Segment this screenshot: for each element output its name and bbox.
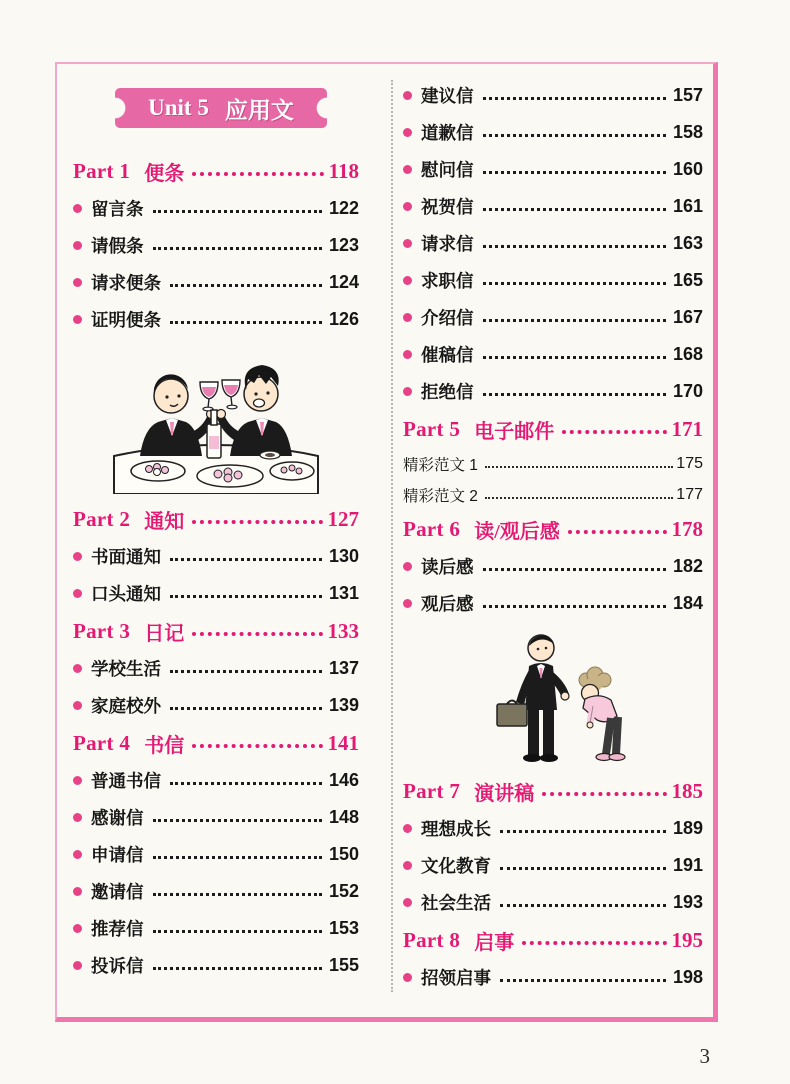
bullet-icon bbox=[73, 961, 82, 970]
dotted-leader bbox=[483, 356, 666, 359]
bullet-icon bbox=[73, 850, 82, 859]
dotted-leader bbox=[483, 282, 666, 285]
toc-item-row bbox=[403, 585, 703, 622]
toc-part-row bbox=[403, 921, 703, 959]
item-page: 131 bbox=[328, 583, 359, 603]
dotted-leader bbox=[170, 284, 322, 287]
bowing-greeting-svg bbox=[453, 624, 653, 770]
item-page: 122 bbox=[328, 198, 359, 218]
item-page: 165 bbox=[672, 270, 703, 290]
dotted-leader bbox=[483, 605, 666, 608]
toc-item-row bbox=[403, 262, 703, 299]
item-title: 家庭校外 bbox=[91, 696, 161, 716]
item-title: 道歉信 bbox=[421, 123, 474, 143]
toc-item-row bbox=[73, 762, 359, 799]
dotted-leader bbox=[522, 941, 666, 945]
item-page: 155 bbox=[328, 955, 359, 975]
dotted-leader bbox=[483, 393, 666, 396]
bullet-icon bbox=[73, 664, 82, 673]
item-page: 139 bbox=[328, 695, 359, 715]
item-page: 184 bbox=[672, 593, 703, 613]
part-label: Part 3 bbox=[73, 618, 131, 643]
toc-item-row bbox=[73, 190, 359, 227]
dotted-leader bbox=[153, 893, 322, 896]
item-title: 邀请信 bbox=[91, 882, 144, 902]
part-page: 118 bbox=[328, 158, 359, 183]
item-title: 请求信 bbox=[421, 234, 474, 254]
item-title: 介绍信 bbox=[421, 308, 474, 328]
bullet-icon bbox=[403, 861, 412, 870]
item-title: 学校生活 bbox=[91, 659, 161, 679]
item-title: 请求便条 bbox=[91, 273, 161, 293]
dotted-leader bbox=[483, 568, 666, 571]
toc-item-row bbox=[73, 538, 359, 575]
dotted-leader bbox=[483, 171, 666, 174]
page-frame bbox=[55, 62, 718, 1022]
item-title: 建议信 bbox=[421, 86, 474, 106]
part-label: Part 7 bbox=[403, 778, 461, 803]
bullet-icon bbox=[73, 813, 82, 822]
part-title: 启事 bbox=[474, 931, 515, 954]
dotted-leader bbox=[562, 430, 666, 434]
dotted-leader bbox=[153, 930, 322, 933]
dotted-leader bbox=[192, 172, 323, 176]
item-title: 精彩范文 1 bbox=[403, 456, 478, 474]
part-label: Part 2 bbox=[73, 506, 131, 531]
item-page: 167 bbox=[672, 307, 703, 327]
dotted-leader bbox=[170, 782, 322, 785]
bullet-icon bbox=[403, 898, 412, 907]
toc-item-row bbox=[403, 810, 703, 847]
part-label: Part 4 bbox=[73, 730, 131, 755]
dotted-leader bbox=[153, 819, 322, 822]
toc-item-row bbox=[73, 264, 359, 301]
toc-item-row bbox=[73, 687, 359, 724]
toc-column-right bbox=[403, 77, 703, 996]
men-toasting-svg bbox=[110, 344, 322, 494]
item-title: 慰问信 bbox=[421, 160, 474, 180]
part-label: Part 6 bbox=[403, 516, 461, 541]
toc-item-row bbox=[73, 301, 359, 338]
item-title: 文化教育 bbox=[421, 856, 491, 876]
dotted-leader bbox=[542, 792, 666, 796]
bullet-icon bbox=[403, 276, 412, 285]
dotted-leader bbox=[153, 247, 322, 250]
part-title: 书信 bbox=[144, 734, 185, 757]
item-title: 申请信 bbox=[91, 845, 144, 865]
item-title: 感谢信 bbox=[91, 808, 144, 828]
bullet-icon bbox=[73, 552, 82, 561]
bullet-icon bbox=[403, 202, 412, 211]
part-title: 演讲稿 bbox=[474, 782, 535, 805]
bullet-icon bbox=[73, 204, 82, 213]
part-title: 电子邮件 bbox=[474, 420, 555, 443]
item-title: 留言条 bbox=[91, 199, 144, 219]
toc-item-row bbox=[73, 910, 359, 947]
item-page: 157 bbox=[672, 85, 703, 105]
item-page: 152 bbox=[328, 881, 359, 901]
bullet-icon bbox=[403, 350, 412, 359]
item-title: 精彩范文 2 bbox=[403, 487, 478, 505]
part-title: 通知 bbox=[144, 510, 185, 533]
item-title: 拒绝信 bbox=[421, 382, 474, 402]
toc-plain-row bbox=[403, 479, 703, 510]
part-label: Part 8 bbox=[403, 927, 461, 952]
bullet-icon bbox=[403, 562, 412, 571]
item-title: 社会生活 bbox=[421, 893, 491, 913]
bullet-icon bbox=[403, 824, 412, 833]
part-page: 195 bbox=[671, 927, 703, 952]
bullet-icon bbox=[403, 165, 412, 174]
item-title: 书面通知 bbox=[91, 547, 161, 567]
toc-part-row bbox=[73, 724, 359, 762]
bullet-icon bbox=[73, 315, 82, 324]
men-toasting-illustration bbox=[73, 338, 359, 500]
dotted-leader bbox=[483, 134, 666, 137]
toc-item-row bbox=[73, 799, 359, 836]
item-page: 150 bbox=[328, 844, 359, 864]
toc-part-row bbox=[73, 500, 359, 538]
column-divider bbox=[391, 80, 393, 992]
dotted-leader bbox=[192, 632, 322, 636]
toc-item-row bbox=[73, 873, 359, 910]
item-page: 137 bbox=[328, 658, 359, 678]
part-label: Part 5 bbox=[403, 416, 461, 441]
toc-part-row bbox=[73, 152, 359, 190]
item-page: 148 bbox=[328, 807, 359, 827]
toc-item-row bbox=[73, 227, 359, 264]
bullet-icon bbox=[403, 599, 412, 608]
page-number: 3 bbox=[699, 1044, 710, 1068]
dotted-leader bbox=[483, 97, 666, 100]
item-title: 推荐信 bbox=[91, 919, 144, 939]
toc-item-row bbox=[73, 836, 359, 873]
dotted-leader bbox=[153, 967, 322, 970]
dotted-leader bbox=[500, 904, 666, 907]
dotted-leader bbox=[500, 867, 666, 870]
dotted-leader bbox=[192, 744, 322, 748]
item-title: 口头通知 bbox=[91, 584, 161, 604]
part-page: 185 bbox=[671, 778, 703, 803]
item-page: 193 bbox=[672, 892, 703, 912]
dotted-leader bbox=[153, 210, 322, 213]
toc-item-row bbox=[73, 947, 359, 984]
dotted-leader bbox=[170, 595, 322, 598]
dotted-leader bbox=[483, 245, 666, 248]
item-title: 请假条 bbox=[91, 236, 144, 256]
item-title: 投诉信 bbox=[91, 956, 144, 976]
item-page: 123 bbox=[328, 235, 359, 255]
toc-item-row bbox=[403, 336, 703, 373]
toc-part-row bbox=[73, 612, 359, 650]
dotted-leader bbox=[483, 319, 666, 322]
bowing-greeting-illustration bbox=[403, 622, 703, 772]
item-page: 146 bbox=[328, 770, 359, 790]
part-page: 178 bbox=[671, 516, 703, 541]
toc-item-row bbox=[403, 884, 703, 921]
item-title: 读后感 bbox=[421, 557, 474, 577]
bullet-icon bbox=[73, 278, 82, 287]
toc-part-row bbox=[403, 410, 703, 448]
toc-item-row bbox=[403, 373, 703, 410]
part-title: 日记 bbox=[144, 622, 185, 645]
bullet-icon bbox=[73, 589, 82, 598]
item-page: 161 bbox=[672, 196, 703, 216]
item-page: 160 bbox=[672, 159, 703, 179]
dotted-leader bbox=[568, 530, 667, 534]
toc-item-row bbox=[403, 299, 703, 336]
dotted-leader bbox=[170, 670, 322, 673]
part-page: 171 bbox=[671, 416, 703, 441]
item-page: 175 bbox=[676, 454, 703, 472]
unit-banner bbox=[115, 88, 327, 128]
dotted-leader bbox=[170, 321, 322, 324]
dotted-leader bbox=[153, 856, 322, 859]
dotted-leader bbox=[483, 208, 666, 211]
item-page: 124 bbox=[328, 272, 359, 292]
toc-item-row bbox=[403, 225, 703, 262]
dotted-leader bbox=[192, 520, 322, 524]
part-page: 127 bbox=[327, 506, 359, 531]
part-page: 141 bbox=[327, 730, 359, 755]
bullet-icon bbox=[403, 973, 412, 982]
item-title: 招领启事 bbox=[421, 968, 491, 988]
item-page: 130 bbox=[328, 546, 359, 566]
item-page: 198 bbox=[672, 967, 703, 987]
bullet-icon bbox=[403, 239, 412, 248]
bullet-icon bbox=[73, 701, 82, 710]
item-page: 189 bbox=[672, 818, 703, 838]
item-page: 170 bbox=[672, 381, 703, 401]
item-title: 理想成长 bbox=[421, 819, 491, 839]
unit-title: 应用文 bbox=[224, 97, 294, 123]
bullet-icon bbox=[403, 128, 412, 137]
bullet-icon bbox=[73, 776, 82, 785]
toc-item-row bbox=[403, 188, 703, 225]
toc-item-row bbox=[73, 650, 359, 687]
item-title: 证明便条 bbox=[91, 310, 161, 330]
item-page: 191 bbox=[672, 855, 703, 875]
bullet-icon bbox=[403, 313, 412, 322]
part-page: 133 bbox=[327, 618, 359, 643]
item-page: 177 bbox=[676, 485, 703, 503]
toc-item-row bbox=[403, 114, 703, 151]
dotted-leader bbox=[500, 979, 666, 982]
item-title: 普通书信 bbox=[91, 771, 161, 791]
unit-number: Unit 5 bbox=[148, 95, 209, 120]
item-page: 126 bbox=[328, 309, 359, 329]
toc-part-row bbox=[403, 510, 703, 548]
part-title: 读/观后感 bbox=[474, 520, 560, 543]
dotted-leader bbox=[500, 830, 666, 833]
bullet-icon bbox=[403, 91, 412, 100]
toc-plain-row bbox=[403, 448, 703, 479]
part-title: 便条 bbox=[144, 162, 185, 185]
bullet-icon bbox=[73, 241, 82, 250]
toc-item-row bbox=[403, 959, 703, 996]
item-page: 163 bbox=[672, 233, 703, 253]
item-page: 182 bbox=[672, 556, 703, 576]
bullet-icon bbox=[73, 924, 82, 933]
item-page: 153 bbox=[328, 918, 359, 938]
dotted-leader bbox=[170, 707, 322, 710]
item-title: 观后感 bbox=[421, 594, 474, 614]
bullet-icon bbox=[403, 387, 412, 396]
toc-item-row bbox=[403, 77, 703, 114]
toc-column-left bbox=[73, 152, 359, 984]
toc-item-row bbox=[403, 548, 703, 585]
item-title: 祝贺信 bbox=[421, 197, 474, 217]
item-page: 158 bbox=[672, 122, 703, 142]
item-page: 168 bbox=[672, 344, 703, 364]
bullet-icon bbox=[73, 887, 82, 896]
part-label: Part 1 bbox=[73, 158, 131, 183]
dotted-leader bbox=[485, 497, 673, 499]
dotted-leader bbox=[170, 558, 322, 561]
toc-item-row bbox=[403, 151, 703, 188]
toc-part-row bbox=[403, 772, 703, 810]
toc-item-row bbox=[403, 847, 703, 884]
item-title: 催稿信 bbox=[421, 345, 474, 365]
dotted-leader bbox=[485, 466, 673, 468]
item-title: 求职信 bbox=[421, 271, 474, 291]
toc-item-row bbox=[73, 575, 359, 612]
